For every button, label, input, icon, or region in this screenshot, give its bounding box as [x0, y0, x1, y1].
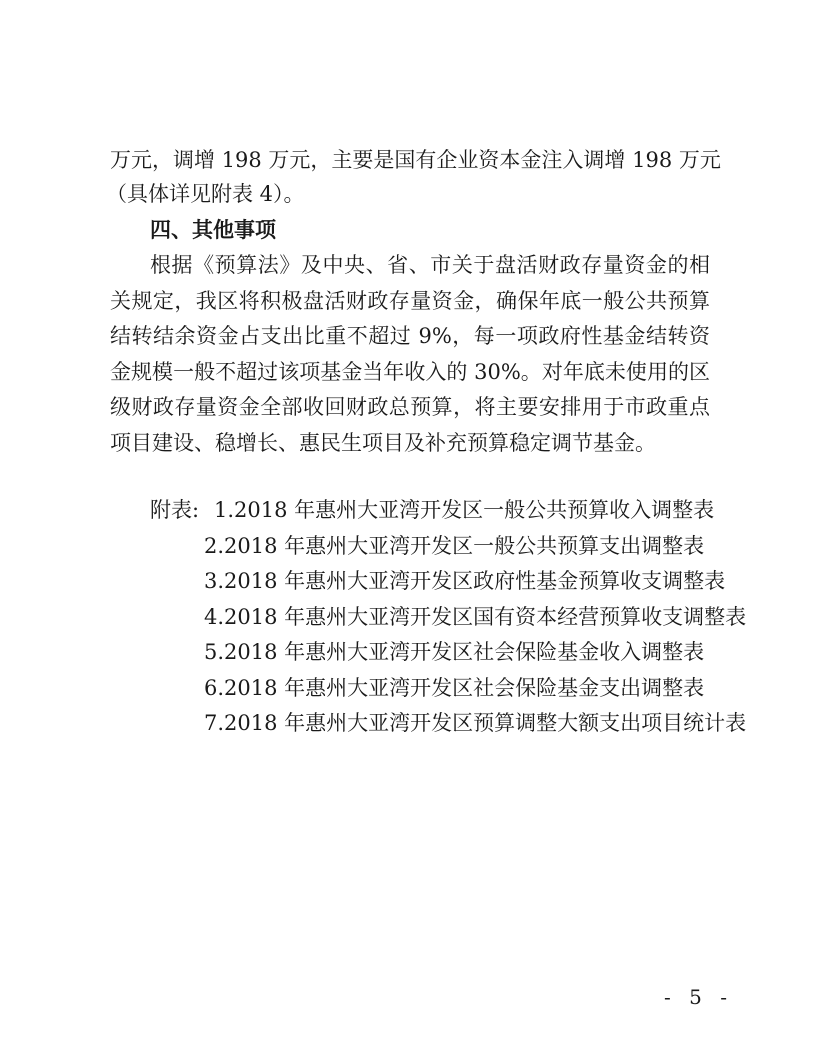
attachment-item: 2.2018 年惠州大亚湾开发区一般公共预算支出调整表 — [204, 534, 705, 558]
attachment-item: 3.2018 年惠州大亚湾开发区政府性基金预算收支调整表 — [204, 569, 726, 593]
body-text-line: （具体详见附表 4）。 — [106, 182, 305, 206]
body-text-line: 根据《预算法》及中央、省、市关于盘活财政存量资金的相 — [150, 253, 710, 277]
attachment-item: 5.2018 年惠州大亚湾开发区社会保险基金收入调整表 — [204, 640, 705, 664]
body-text-line: 结转结余资金占支出比重不超过 9%，每一项政府性基金结转资 — [110, 324, 710, 348]
page-number: - 5 - — [664, 985, 733, 1009]
body-text-line: 项目建设、稳增长、惠民生项目及补充预算稳定调节基金。 — [110, 431, 656, 455]
attachment-item: 1.2018 年惠州大亚湾开发区一般公共预算收入调整表 — [214, 498, 715, 522]
body-text-line: 金规模一般不超过该项基金当年收入的 30%。对年底未使用的区 — [110, 360, 710, 384]
attachment-item: 7.2018 年惠州大亚湾开发区预算调整大额支出项目统计表 — [204, 711, 747, 735]
body-text-line: 级财政存量资金全部收回财政总预算，将主要安排用于市政重点 — [110, 395, 710, 419]
body-text-line: 万元，调增 198 万元，主要是国有企业资本金注入调增 198 万元 — [110, 148, 721, 172]
body-text-line: 关规定，我区将积极盘活财政存量资金，确保年底一般公共预算 — [110, 289, 710, 313]
attachment-item: 6.2018 年惠州大亚湾开发区社会保险基金支出调整表 — [204, 676, 705, 700]
attachment-item: 4.2018 年惠州大亚湾开发区国有资本经营预算收支调整表 — [204, 605, 747, 629]
attachments-label: 附表: — [150, 498, 200, 522]
section-heading: 四、其他事项 — [150, 218, 276, 242]
